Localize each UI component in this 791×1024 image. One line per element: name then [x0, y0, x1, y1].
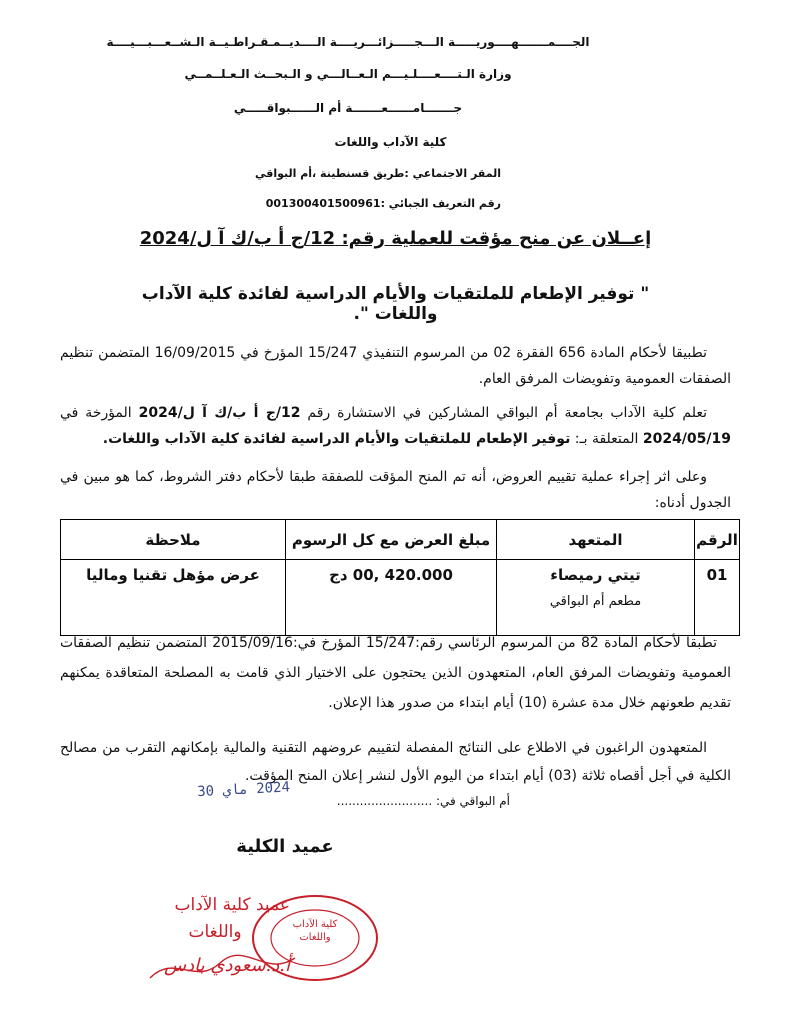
seal-center-text: كلية الآداب واللغات	[292, 919, 338, 943]
col-note-header: ملاحظة	[61, 520, 286, 560]
stamp-signatory: أ.د.سعودي بادس	[164, 955, 290, 976]
bidder-name: تيتي رميصاء	[550, 566, 641, 584]
award-table	[60, 519, 740, 636]
address-line: المقر الاجتماعي :طريق قسنطينة ،أم البواقي	[254, 167, 501, 180]
faculty-heading: كلية الآداب واللغات	[334, 135, 447, 149]
row-number: 01	[695, 560, 740, 636]
notice-text-c: المؤرخة في	[60, 405, 139, 421]
tax-id-line: رقم التعريف الجبائي :001300401500961	[265, 197, 501, 210]
notice-text-e: المتعلقة بـ:	[570, 431, 643, 447]
consultation-number: 12/ج أ ب/ك آ ل/2024	[138, 405, 301, 421]
paragraph-evaluation: وعلى اثر إجراء عملية تقييم العروض، أنه تم المنح المؤقت للصفقة طبقا لأحكام دفتر الشروط، كما هو مبين في الجدول أدناه:	[60, 469, 731, 511]
university-heading: جـــــــامــــــعـــــــة أم الــــــبواقـــــي	[233, 101, 463, 115]
handwritten-date: 2024 ماي 30	[196, 779, 291, 801]
announcement-subject: " توفير الإطعام للملتقيات والأيام الدراسية لفائدة كلية الآداب واللغات ".	[141, 284, 650, 324]
paragraph-appeal: تطبقا لأحكام المادة 82 من المرسوم الرئاسي رقم:15/247 المؤرخ في:2015/09/16 المتضمن تنظيم الصفقات العمومية وتفويضات المرفق العام، المتعهدون الذين يحتجون على الاختيار الذي قامت به المصلحة المتعاقدة يمكنهم تقديم طعونهم خلال مدة عشرة (10) أيام ابتداء من صدور هذا الإعلان.	[60, 635, 731, 711]
col-bidder-header: المتعهد	[497, 520, 695, 560]
col-number-header: الرقم	[695, 520, 740, 560]
announcement-title: إعــلان عن منح مؤقت للعملية رقم: 12/ج أ ب/ك آ ل/2024	[139, 228, 652, 249]
col-amount-header: مبلغ العرض مع كل الرسوم	[286, 520, 497, 560]
consultation-subject: توفير الإطعام للملتقيات والأيام الدراسية لفائدة كلية الآداب واللغات.	[102, 431, 571, 447]
table-row	[61, 560, 740, 636]
republic-heading: الجــــمـــــــهــــوريـــــة الـــجـــــزائـــريــــة الــــديــمـقـراطـيــة الـشــعـــبـــيــــة	[106, 35, 590, 49]
dean-title: عميد الكلية	[236, 836, 334, 857]
paragraph-notice	[60, 400, 731, 452]
row-amount: 420.000 ,00 دج	[286, 560, 497, 636]
paragraph-consultation: المتعهدون الراغبون في الاطلاع على النتائج المفصلة لتقييم عروضهم التقنية والمالية بإمكانهم التقرب من مصالح الكلية في أجل أقصاه ثلاثة (03) أيام ابتداء من اليوم الأول لنشر إعلان المنح المؤقت.	[60, 740, 731, 784]
stamp-line-dean: عميد كلية الآداب	[174, 895, 290, 915]
consultation-date: 2024/05/19	[642, 431, 731, 447]
ministry-heading: وزارة الـتــــعــــلـيـــم الـعــالـــي و الـبحــث الـعـلــمــي	[184, 67, 512, 81]
bidder-location: مطعم أم البواقي	[549, 594, 642, 609]
stamp-line-languages: واللغات	[188, 922, 242, 942]
signature-scribble-icon	[145, 948, 305, 988]
row-bidder	[497, 560, 695, 636]
table-header-row	[61, 520, 740, 560]
paragraph-legal-basis: تطبيقا لأحكام المادة 656 الفقرة 02 من المرسوم التنفيذي 15/247 المؤرخ في 16/09/2015 المتضمن تنظيم الصفقات العمومية وتفويضات المرفق العام.	[60, 345, 731, 387]
notice-text-a: تعلم كلية الآداب بجامعة أم البواقي المشاركين في الاستشارة رقم	[300, 405, 707, 421]
row-note: عرض مؤهل تقنيا وماليا	[61, 560, 286, 636]
place-date-line: أم البواقي في: .........................	[336, 794, 510, 808]
